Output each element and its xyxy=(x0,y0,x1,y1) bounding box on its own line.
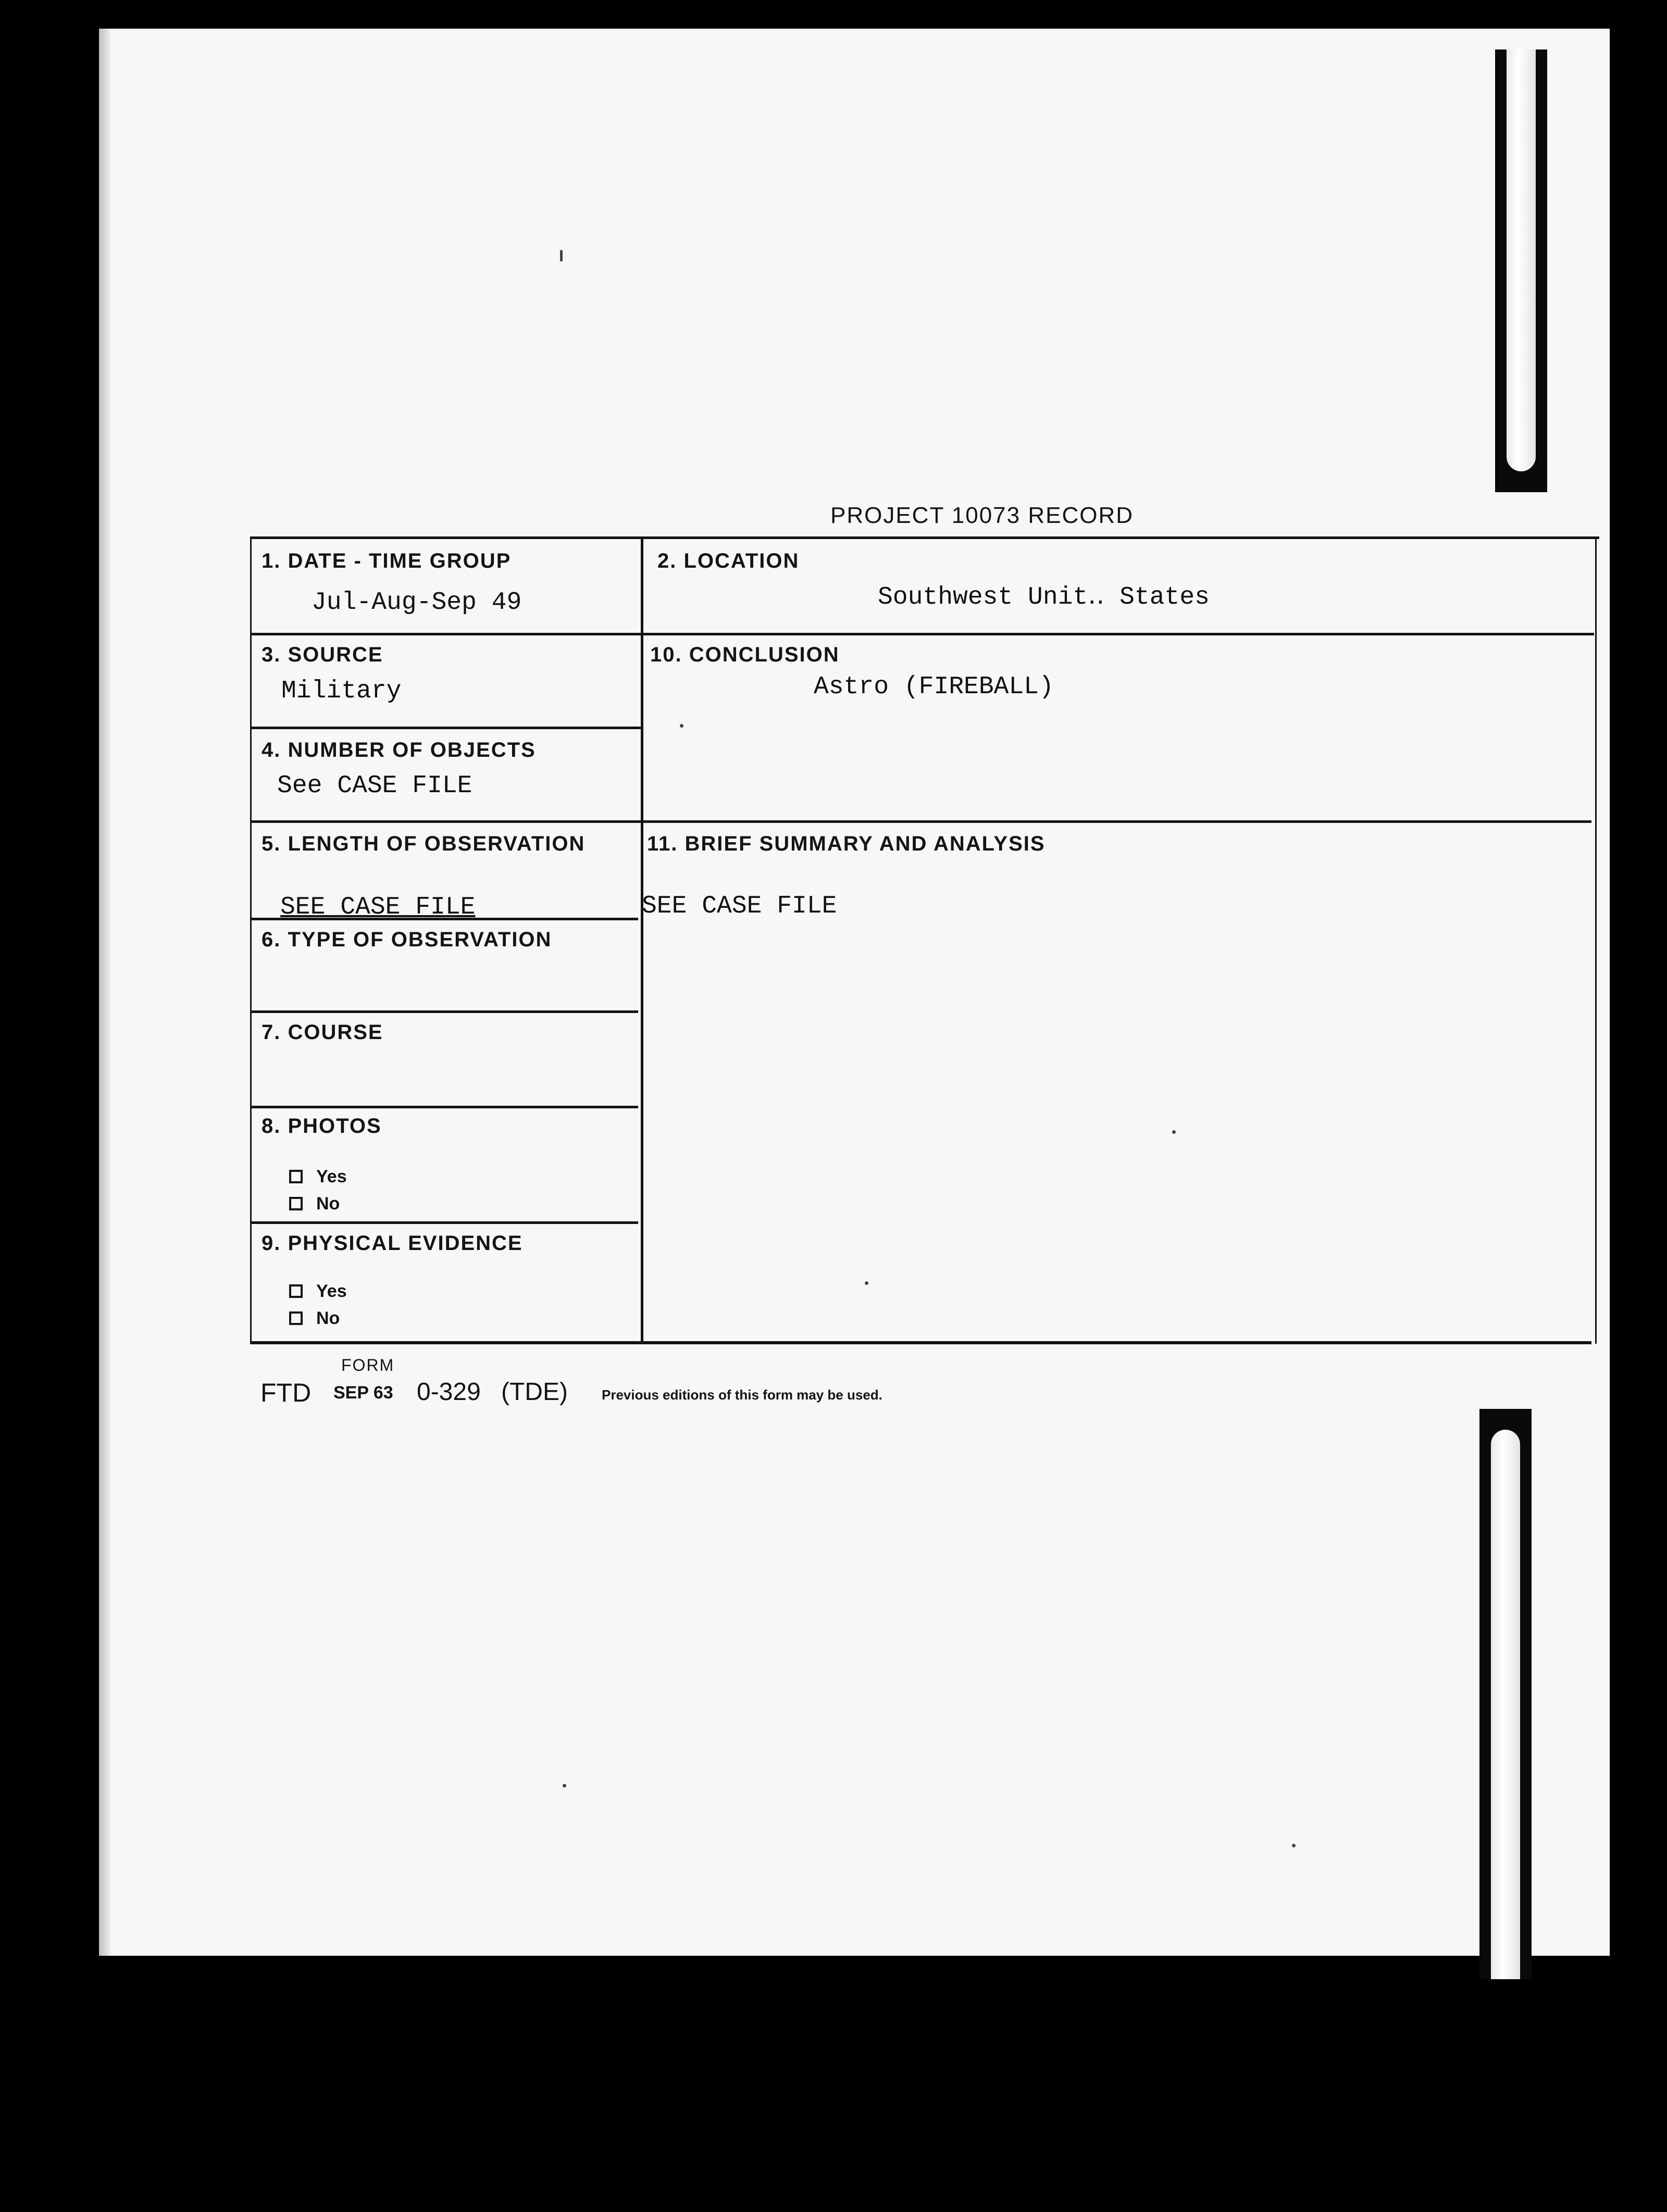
physical-evidence-no-option[interactable] xyxy=(289,1308,340,1329)
footer-ftd: FTD xyxy=(260,1378,312,1407)
physical-evidence-label: 9. PHYSICAL EVIDENCE xyxy=(262,1232,523,1255)
photos-yes-checkbox[interactable] xyxy=(289,1170,303,1183)
rule-left-6-7 xyxy=(250,1010,638,1013)
source-label: 3. SOURCE xyxy=(262,643,383,666)
brief-summary-value: SEE CASE FILE xyxy=(642,892,837,920)
photos-yes-option[interactable] xyxy=(289,1167,347,1187)
rule-left-8-9 xyxy=(250,1221,638,1224)
footer-form-word: FORM xyxy=(341,1356,395,1374)
scan-speck xyxy=(563,1784,566,1788)
length-of-observation-label: 5. LENGTH OF OBSERVATION xyxy=(262,832,586,855)
film-sprocket-bottom xyxy=(1479,1409,1532,1979)
location-value: Southwest Unit‥ States xyxy=(878,583,1210,611)
date-time-group-label: 1. DATE - TIME GROUP xyxy=(262,549,512,572)
film-sprocket-top xyxy=(1495,49,1547,492)
photos-no-option[interactable] xyxy=(289,1194,340,1214)
page-edge-shadow xyxy=(99,29,111,1956)
conclusion-value: Astro (FIREBALL) xyxy=(814,673,1054,701)
scan-speck xyxy=(1292,1844,1296,1847)
photos-yes-text: Yes xyxy=(316,1167,347,1186)
location-label: 2. LOCATION xyxy=(657,549,800,572)
physical-evidence-yes-text: Yes xyxy=(316,1281,347,1301)
date-time-group-value: Jul-Aug-Sep 49 xyxy=(312,589,522,617)
footer-date: SEP 63 xyxy=(333,1383,393,1403)
rule-row1 xyxy=(250,633,1594,635)
rule-left-3-4 xyxy=(250,727,641,729)
source-value: Military xyxy=(281,677,402,705)
length-of-observation-value: SEE CASE FILE xyxy=(280,893,476,921)
scan-speck xyxy=(560,250,563,261)
conclusion-label: 10. CONCLUSION xyxy=(650,643,840,666)
physical-evidence-yes-checkbox[interactable] xyxy=(289,1284,303,1298)
physical-evidence-no-text: No xyxy=(316,1308,340,1328)
number-of-objects-label: 4. NUMBER OF OBJECTS xyxy=(262,739,536,761)
physical-evidence-no-checkbox[interactable] xyxy=(289,1311,303,1325)
course-label: 7. COURSE xyxy=(262,1021,383,1044)
photos-label: 8. PHOTOS xyxy=(262,1115,382,1138)
rule-left xyxy=(250,536,252,1344)
footer-note: Previous editions of this form may be used. xyxy=(602,1387,882,1403)
type-of-observation-label: 6. TYPE OF OBSERVATION xyxy=(262,928,552,951)
rule-right xyxy=(1595,536,1597,1344)
record-form xyxy=(250,536,1599,1344)
photos-no-text: No xyxy=(316,1194,340,1214)
rule-bottom xyxy=(250,1341,1591,1344)
rule-top xyxy=(250,536,1599,539)
footer-org: (TDE) xyxy=(501,1378,568,1406)
rule-row2 xyxy=(250,820,1591,823)
brief-summary-label: 11. BRIEF SUMMARY AND ANALYSIS xyxy=(647,832,1046,855)
physical-evidence-yes-option[interactable] xyxy=(289,1281,347,1302)
rule-left-7-8 xyxy=(250,1106,638,1108)
form-title: PROJECT 10073 RECORD xyxy=(830,503,1134,528)
photos-no-checkbox[interactable] xyxy=(289,1197,303,1210)
number-of-objects-value: See CASE FILE xyxy=(277,772,472,800)
footer-form-number: 0-329 xyxy=(417,1378,481,1406)
rule-divider xyxy=(641,536,643,1344)
